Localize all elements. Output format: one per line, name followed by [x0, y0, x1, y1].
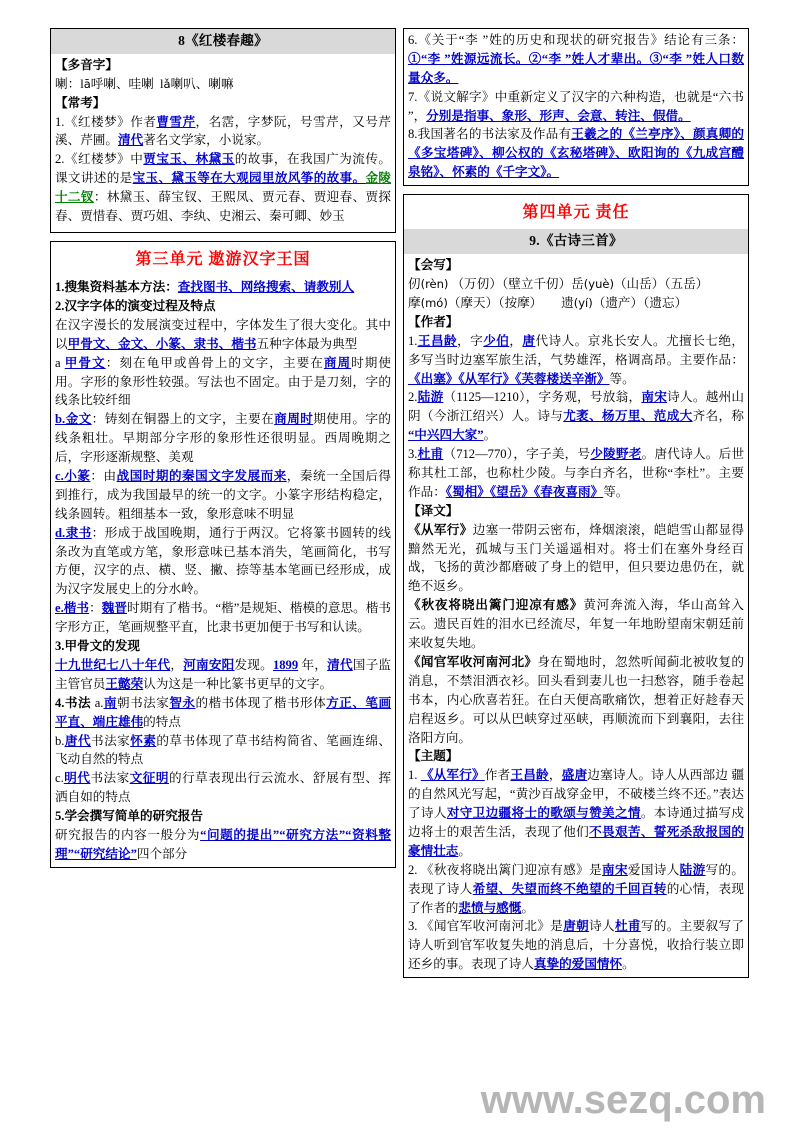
unit3-script-e: e.楷书：魏晋时期有了楷书。“楷”是规矩、楷模的意思。楷书字形方正，笔画规整平直，比隶书更加便于书写和认读。	[55, 601, 391, 635]
discovery-year: 1899	[272, 657, 299, 672]
unit-3-continued-box	[403, 28, 749, 186]
wang-courtesy-name: 少伯	[483, 333, 510, 348]
theme-1: 1. 《从军行》作者王昌龄，盛唐边塞诗人。诗人从西部边 疆的自然风光写起，“黄沙百战穿金甲，不破楼兰终不还。”表达了诗人对守卫边疆将士的歌颂与赞美之情。本诗通过描写戍边将士的艰苦生活，表现了他们不畏艰苦、誓死杀敌报国的豪情壮志。	[408, 768, 745, 858]
du-works: 《蜀相》《望岳》《春夜喜雨》	[445, 484, 604, 499]
theme3-feeling: 真挚的爱国情怀	[533, 957, 623, 972]
report-four-parts: “问题的提出”“研究方法”“资料整理”“研究结论”	[55, 827, 392, 861]
zhongxing-four: “中兴四大家”	[408, 428, 484, 443]
calligrapher-huaisu-dynasty: 唐代	[64, 733, 92, 748]
right-column	[403, 28, 749, 978]
unit3-item-2-heading: 2.汉字字体的演变过程及特点	[55, 299, 216, 314]
polyphone-line: 喇：lā呼喇、哇喇 lǎ喇叭、喇嘛	[55, 76, 234, 91]
wang-dynasty: 唐	[522, 333, 536, 348]
left-column	[50, 28, 396, 868]
theme3-author: 杜甫	[615, 919, 641, 934]
unit-4-title: 第四单元 责任	[522, 204, 630, 222]
discovery-era: 十九世纪七八十年代	[55, 657, 171, 672]
kaishu-traits: 方正、笔画平直、端庄雄伟	[55, 695, 392, 729]
translation-2: 《秋夜将晓出篱门迎凉有感》黄河奔流入海，华山高耸入云。遗民百姓的泪水已经流尽，年复一年地盼望南宋朝廷前来收复失地。	[408, 597, 745, 651]
unit3-item-5-heading: 5.学会撰写简单的研究报告	[55, 809, 203, 824]
unit-3-box	[50, 241, 396, 868]
unit-3-content	[51, 276, 395, 867]
unit3-script-d: d.隶书：形成于战国晚期，通行于两汉。它将篆书圆转的线条改为直笔或方笔，象形意味已基本消失，笔画简化，书写方便，汉字的点、横、竖、撇、捺等基本笔画已经形成，成为汉字发展史上的分水岭。	[55, 525, 392, 597]
characters-baoyu-daiyu: 贾宝玉、林黛玉	[143, 152, 235, 167]
huixie-line-1: 仞(rèn) （万仞）（壁立千仞）岳(yuè)（山岳）（五岳）	[408, 277, 709, 292]
author-3: 3.杜甫（712—770），字子美，号少陵野老。唐代诗人。后世称其杜工部，也称杜少陵。与李白齐名，世称“李杜”。主要作品：《蜀相》《望岳》《春夜喜雨》等。	[408, 447, 745, 499]
du-pseudonym: 少陵野老	[590, 447, 642, 462]
unit3-item-3-heading: 3.甲骨文的发现	[55, 639, 141, 654]
calligrapher-wenzhengming: 文征明	[129, 771, 169, 786]
unit3-item-6: 6.《关于“李 ”姓的历史和现状的研究报告》结论有三条：①“李 ”姓源远流长。②“李 ”姓人才辈出。③“李 ”姓人口数量众多。	[408, 33, 744, 85]
five-scripts: 甲骨文、金文、小篆、隶书、楷书	[67, 336, 257, 351]
unit-3-title: 第三单元 遨游汉字王国	[135, 250, 311, 268]
unit3-script-b: b.金文：铸刻在铜器上的文字，主要在商周时期使用。字的线条粗壮。早期部分字形的象形性还很明显。西周晚期之后，字形逐渐规整、美观	[55, 412, 392, 465]
script-jinwen: b.金文	[55, 412, 92, 427]
site-watermark: www.sezq.com	[480, 1078, 766, 1122]
period-shangzhou-a: 商周	[323, 355, 352, 370]
theme-3: 3. 《闻官军收河南河北》是唐朝诗人杜甫写的。主要叙写了诗人听到官军收复失地的消息后，十分喜悦，收拾行装立即还乡的事。表现了诗人真挚的爱国情怀。	[408, 919, 745, 972]
author-label: 【作者】	[408, 314, 459, 329]
script-jiaguwen: 甲骨文	[64, 355, 106, 370]
script-lishu: d.隶书	[55, 525, 92, 540]
unit3-item-7: 7.《说文解字》中重新定义了汉字的六种构造，也就是“六书 ”，分别是指事、象形、形声、会意、转注、假借。	[408, 89, 744, 123]
lu-peers: 尤袤、杨万里、范成大	[563, 409, 693, 424]
theme1-feeling: 对守卫边疆将士的歌颂与赞美之情	[446, 806, 641, 821]
unit3-item-8: 8.我国著名的书法家及作品有王羲之的《兰亭序》、颜真卿的《多宝塔碑》、柳公权的《玄秘塔碑》、欧阳询的《九成宫醴泉铭》、怀素的《千字文》。	[408, 127, 744, 180]
common-exam-label: 【常考】	[55, 95, 106, 110]
unit3-calligraphy-a: 4.书法 a.南朝书法家智永的楷书体现了楷书形体方正、笔画平直、端庄雄伟的特点	[55, 695, 392, 729]
xiaozhuan-origin: 战国时期的秦国文字发展而来	[116, 469, 287, 484]
discoverer-name: 王懿荣	[105, 676, 144, 691]
dynasty-qing: 清代	[117, 133, 144, 148]
two-column-layout	[50, 28, 750, 1103]
theme-label: 【主题】	[408, 749, 459, 764]
translation-label: 【译文】	[408, 503, 459, 518]
script-kaishu: e.楷书	[55, 601, 90, 616]
unit3-calligraphy-c: c.明代书法家文征明的行草表现出行云流水、舒展有型、挥洒自如的特点	[55, 771, 392, 805]
calligrapher-huaisu: 怀素	[130, 733, 157, 748]
unit3-evolution-intro: 在汉字漫长的发展演变过程中，字体发生了很大变化。其中以甲骨文、金文、小篆、隶书、楷书五种字体最为典型	[55, 317, 391, 351]
unit-4-box	[403, 194, 749, 978]
poet-wang-changling: 王昌龄	[417, 333, 458, 348]
theme1-poem: 《从军行》	[420, 768, 485, 783]
unit-3-continued-content	[404, 29, 748, 185]
huixie-label: 【会写】	[408, 258, 459, 273]
unit3-jiaguwen-discovery: 十九世纪七八十年代，河南安阳发现。1899 年，清代国子监主管官员王懿荣认为这是一种比篆书更早的文字。	[55, 657, 392, 691]
lesson-8-content	[51, 54, 395, 232]
theme-2: 2. 《秋夜将晓出篱门迎凉有感》是南宋爱国诗人陆游写的。表现了诗人希望、失望而终不绝望的千回百转的心情，表现了作者的悲愤与感慨。	[408, 862, 745, 915]
polyphone-label: 【多音字】	[55, 57, 118, 72]
author-1: 1.王昌龄，字少伯，唐代诗人。京兆长安人。尤擅长七绝，多写当时边塞军旅生活，气势雄浑，格调高昂。主要作品：《出塞》《从军行》《芙蓉楼送辛渐》等。	[408, 333, 745, 386]
lesson8-item-2: 2.《红楼梦》中贾宝玉、林黛玉的故事，在我国广为流传。课文讲述的是宝玉、黛玉等在大观园里放风筝的故事。金陵十二钗：林黛玉、薛宝钗、王熙凤、贾元春、贾迎春、贾探春、贾惜春、贾巧姐、李纨、史湘云、秦可卿、妙玉	[55, 152, 392, 224]
translation-1: 《从军行》边塞一带阴云密布，烽烟滚滚，皑皑雪山都显得黯然无光，孤城与玉门关遥遥相对。将士们在塞外身经百战，飞扬的黄沙都磨破了身上的铠甲，但只要边患仍在，就绝不返乡。	[408, 521, 745, 594]
unit3-report-parts: 研究报告的内容一般分为“问题的提出”“研究方法”“资料整理”“研究结论”四个部分	[55, 827, 392, 861]
poet-lu-you: 陆游	[417, 390, 444, 405]
wang-works: 《出塞》《从军行》《芙蓉楼送辛渐》	[408, 371, 610, 386]
discovery-place: 河南安阳	[183, 657, 235, 672]
lu-dynasty: 南宋	[641, 390, 668, 405]
unit3-script-a: a 甲骨文：刻在龟甲或兽骨上的文字，主要在商周时期使用。字形的象形性较强。写法也不固定。由于是刀刻，字的线条比较纤细	[55, 355, 392, 408]
theme2-emotion: 悲愤与感慨	[458, 900, 522, 915]
famous-calligraphy-works: 王羲之的《兰亭序》、颜真卿的《多宝塔碑》、柳公权的《玄秘塔碑》、欧阳询的《九成宫醴泉铭》、怀素的《千字文》。	[408, 127, 744, 180]
lesson-8-box	[50, 28, 396, 233]
six-constructions: 分别是指事、象形、形声、会意、转注、假借。	[426, 108, 691, 123]
lesson-9-title: 9.《古诗三首》	[404, 229, 748, 254]
period-weijin: 魏晋	[101, 601, 127, 616]
theme1-author: 王昌龄	[510, 768, 549, 783]
theme2-author: 陆游	[679, 862, 706, 877]
calligrapher-zhiyong: 智永	[169, 695, 196, 710]
calligrapher-zhiyong-dynasty: 南	[103, 695, 118, 710]
period-shangzhou-b: 商周时	[274, 412, 314, 427]
unit3-calligraphy-b: b.唐代书法家怀素的草书体现了草书结构简省、笔画连绵、飞动自然的特点	[55, 733, 392, 767]
theme1-era: 盛唐	[561, 768, 588, 783]
author-cao-xueqin: 曹雪芹	[156, 114, 196, 129]
author-2: 2.陆游（1125—1210），字务观，号放翁，南宋诗人。越州山阴（今浙江绍兴）人。诗与尤袤、杨万里、范成大齐名，称“中兴四大家”。	[408, 390, 745, 443]
research-methods: 查找图书、网络搜索、请教别人	[177, 280, 355, 295]
lesson-8-title: 8《红楼春趣》	[51, 29, 395, 54]
jinling-twelve: 金陵十二钗	[55, 171, 392, 205]
calligrapher-wen-dynasty: 明代	[63, 771, 91, 786]
unit3-item-1: 1.搜集资料基本方法：查找图书、网络搜索、请教别人	[55, 280, 355, 295]
theme3-dynasty: 唐朝	[563, 919, 590, 934]
translation-3: 《闻官军收河南河北》身在蜀地时，忽然听闻蓟北被收复的消息，不禁泪洒衣衫。回头看到妻儿也一扫愁容，随手卷起书本，内心欣喜若狂。在白天便高歌痛饮，想着正好趁春天启程返乡。可以从巴峡穿过巫峡，再顺流而下到襄阳，去往洛阳方向。	[408, 653, 745, 745]
lesson-9-content	[404, 254, 748, 977]
li-surname-conclusions: ①“李 ”姓源远流长。②“李 ”姓人才辈出。③“李 ”姓人口数量众多。	[408, 51, 744, 85]
huixie-line-2: 摩(mó)（摩天）（按摩） 遗(yí)（遗产）（遗忘）	[408, 296, 688, 311]
unit3-script-c: c.小篆：由战国时期的秦国文字发展而来，秦统一全国后得到推行，成为我国最早的统一的文字。小篆字形结构稳定，线条圆转。粗细基本一致，象形意味不明显	[55, 469, 392, 521]
script-xiaozhuan: c.小篆	[55, 469, 91, 484]
poet-du-fu: 杜甫	[417, 447, 444, 462]
theme2-mood: 希望、失望而终不绝望的千回百转	[472, 881, 667, 896]
theme2-dynasty: 南宋	[602, 862, 628, 877]
discovery-dynasty: 清代	[327, 657, 353, 672]
theme1-spirit: 不畏艰苦、誓死杀敌报国的豪情壮志	[408, 824, 745, 858]
lesson8-item-1: 1.《红楼梦》作者曹雪芹，名霑，字梦阮，号雪芹，又号芹溪、芹圃。清代著名文学家，小说家。	[55, 114, 392, 148]
story-summary: 宝玉、黛玉等在大观园里放风筝的故事。	[132, 171, 366, 186]
